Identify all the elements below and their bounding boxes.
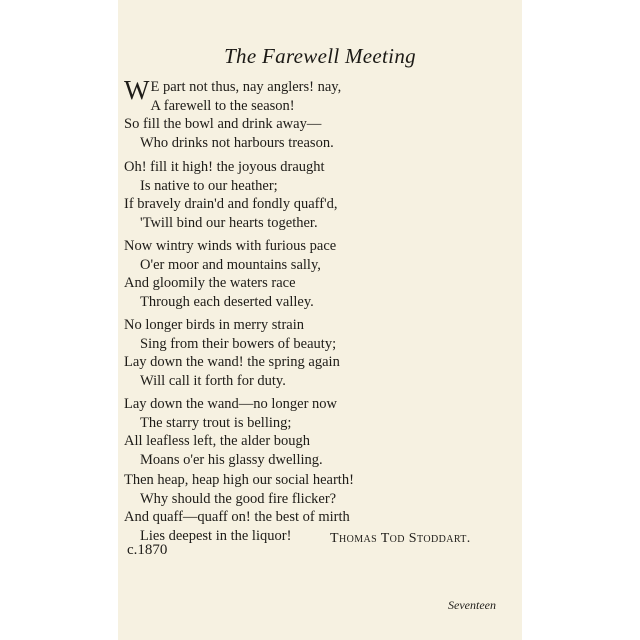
poem-line: And gloomily the waters race: [124, 275, 296, 291]
poem-line: So fill the bowl and drink away—: [124, 116, 322, 132]
poem-line: Oh! fill it high! the joyous draught: [124, 159, 325, 175]
poem-line: Now wintry winds with furious pace: [124, 238, 337, 254]
poem-line: 'Twill bind our hearts together.: [140, 214, 318, 231]
poem-line: A farewell to the season!: [150, 97, 295, 114]
poem-line: Lay down the wand! the spring again: [124, 354, 340, 370]
drop-cap: W: [124, 75, 150, 105]
poem-line: No longer birds in merry strain: [124, 317, 305, 333]
author-name: Thomas Tod Stoddart.: [330, 531, 471, 546]
poem-line: Why should the good fire flicker?: [140, 490, 337, 507]
first-line-text: E part not thus, nay anglers! nay,: [150, 79, 342, 95]
poem-line: If bravely drain'd and fondly quaff'd,: [124, 196, 338, 212]
book-page: [118, 0, 522, 640]
poem-line: All leafless left, the alder bough: [124, 433, 311, 449]
stanza-3: [124, 237, 336, 311]
poem-line: O'er moor and mountains sally,: [140, 256, 321, 273]
poem-line: Then heap, heap high our social hearth!: [124, 472, 354, 488]
date-note: c.1870: [127, 542, 168, 558]
poem-line: And quaff—quaff on! the best of mirth: [124, 509, 350, 525]
poem-line: Is native to our heather;: [140, 177, 278, 194]
poem-line: [124, 75, 342, 105]
poem-line: Lay down the wand—no longer now: [124, 396, 338, 412]
poem-line: The starry trout is belling;: [140, 414, 292, 431]
stanza-1: [124, 75, 342, 152]
poem-line: Lies deepest in the liquor!: [140, 527, 292, 544]
poem-line: Sing from their bowers of beauty;: [140, 335, 337, 352]
stanza-4: [124, 316, 340, 390]
stanza-6: [124, 471, 354, 545]
page-number: Seventeen: [448, 598, 496, 612]
poem-line: Will call it forth for duty.: [140, 372, 286, 389]
poem-line: Moans o'er his glassy dwelling.: [140, 451, 323, 468]
stanza-2: [124, 158, 338, 232]
poem-line: Who drinks not harbours treason.: [140, 134, 334, 151]
poem-title: The Farewell Meeting: [224, 44, 416, 68]
stanza-5: [124, 395, 337, 469]
poem-line: Through each deserted valley.: [140, 293, 314, 310]
